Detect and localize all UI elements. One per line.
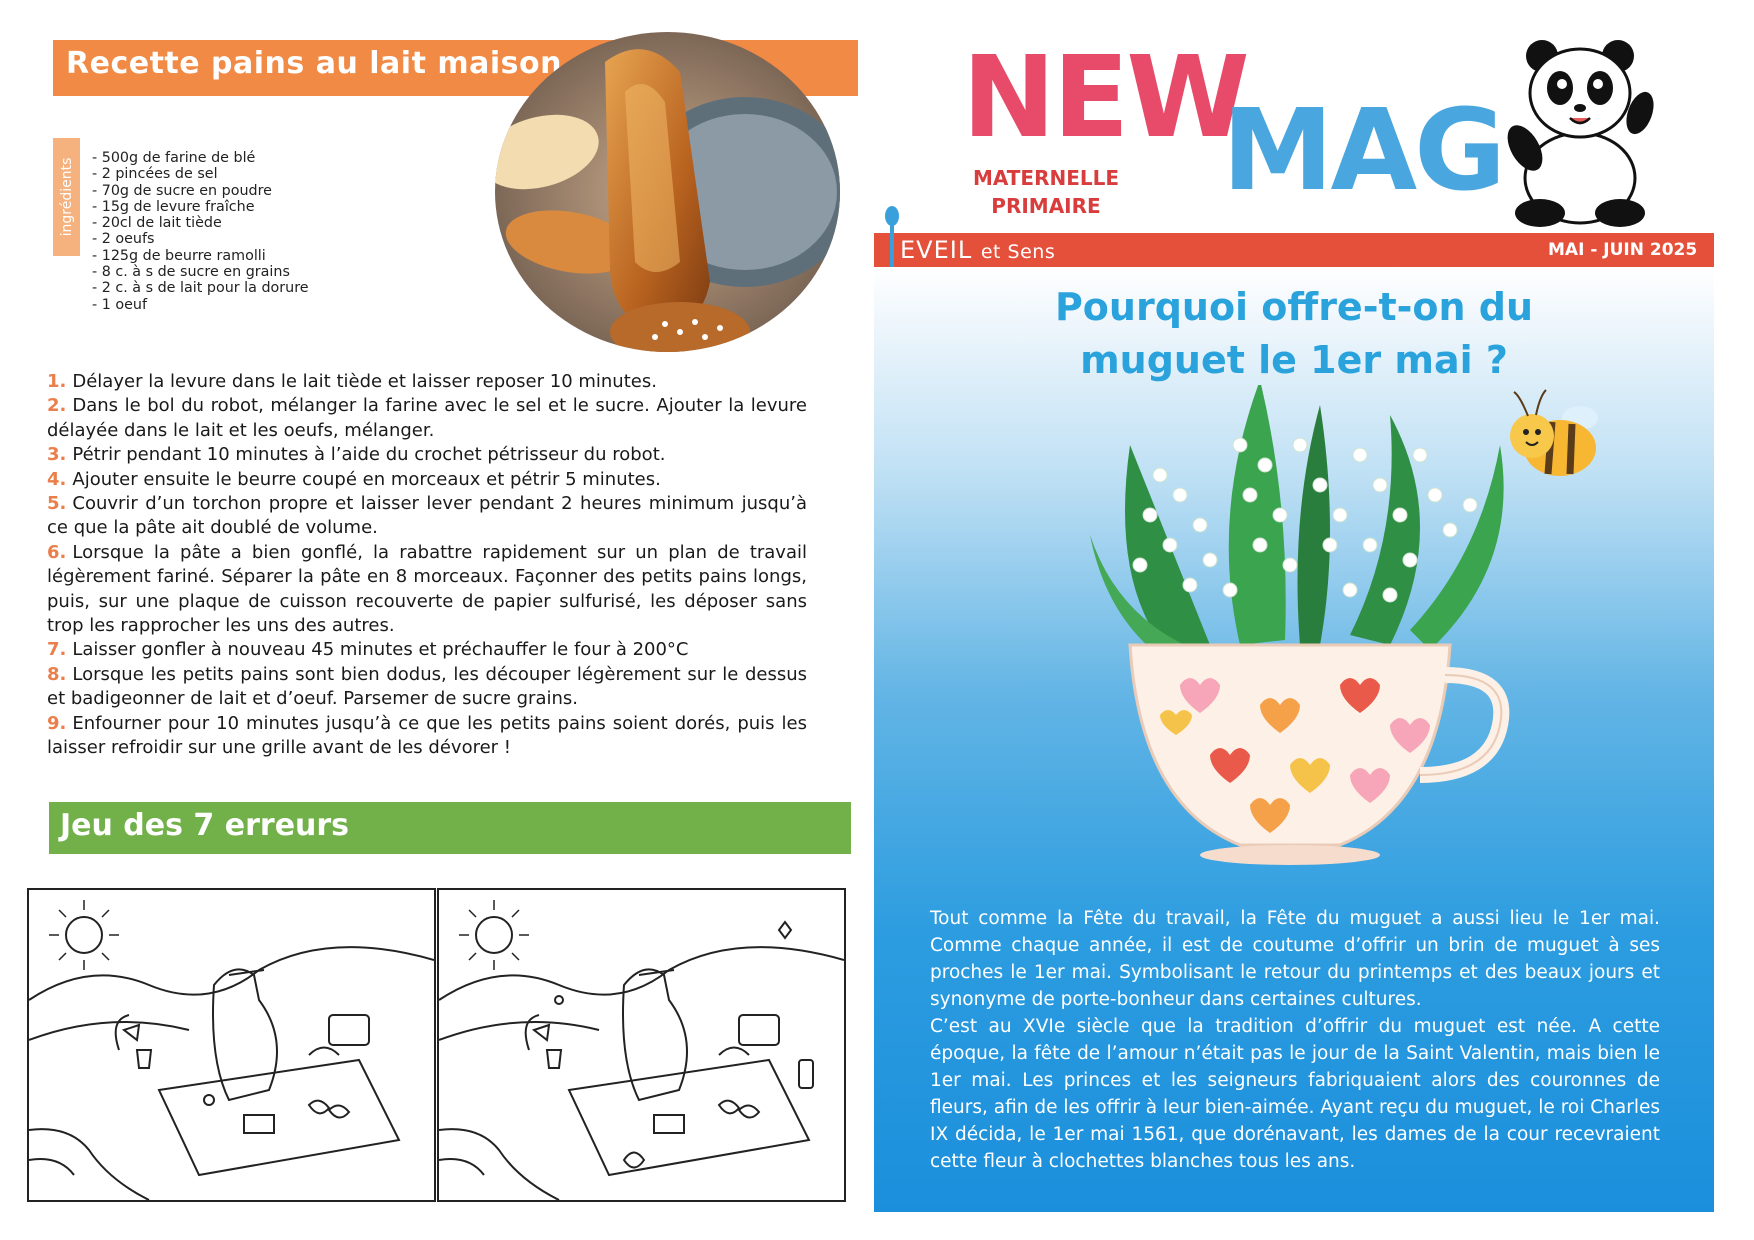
subtitle-primaire: PRIMAIRE	[991, 194, 1101, 218]
step-number: 7.	[47, 639, 67, 661]
section-name-main: EVEIL	[900, 236, 973, 264]
panda-mascot-icon	[1500, 28, 1660, 228]
ingredient-item: - 1 oeuf	[92, 297, 309, 313]
ingredients-list	[92, 150, 309, 313]
step-number: 6.	[47, 541, 67, 563]
step-text: Enfourner pour 10 minutes jusqu’à ce que les petits pains soient dorés, puis les laisser refroidir sur une grille avant de les dévorer !	[47, 712, 807, 759]
step-text: Couvrir d’un torchon propre et laisser lever pendant 2 heures minimum jusqu’à ce que la pâte ait doublé de volume.	[47, 493, 807, 539]
spoon-icon	[882, 204, 902, 274]
issue-date: MAI - JUIN 2025	[1548, 240, 1698, 260]
recipe-step	[47, 394, 807, 443]
step-text: Délayer la levure dans le lait tiède et laisser reposer 10 minutes.	[72, 371, 657, 392]
article-body	[930, 905, 1660, 1175]
ingredient-item: - 15g de levure fraîche	[92, 199, 309, 215]
subtitle-maternelle: MATERNELLE	[972, 166, 1120, 190]
step-number: 1.	[47, 371, 67, 392]
picture-original[interactable]	[27, 888, 436, 1202]
article-title-line1: Pourquoi offre-t-on du	[1054, 285, 1534, 329]
step-number: 3.	[47, 444, 67, 466]
bee-icon	[1500, 378, 1610, 498]
logo-mag	[1222, 86, 1504, 216]
recipe-steps	[47, 370, 807, 761]
step-text: Dans le bol du robot, mélanger la farine avec le sel et le sucre. Ajouter la levure délayée dans le lait et les oeufs, mélanger.	[47, 395, 807, 441]
article-paragraph: Tout comme la Fête du travail, la Fête du muguet a aussi lieu le 1er mai. Comme chaque année, il est de coutume d’offrir un brin de muguet à ses proches le 1er mai. Symbolisant le retour du printemps et des beaux jours et synonyme de porte-bonheur dans certaines cultures.	[930, 908, 1660, 1010]
ingredient-item: - 8 c. à s de sucre en grains	[92, 264, 309, 280]
ingredient-item: - 2 pincées de sel	[92, 166, 309, 182]
ingredient-item: - 2 c. à s de lait pour la dorure	[92, 280, 309, 296]
ingredient-item: - 2 oeufs	[92, 231, 309, 247]
game-title: Jeu des 7 erreurs	[60, 808, 350, 843]
logo-new	[962, 33, 1247, 163]
recipe-step	[47, 492, 807, 541]
recipe-step	[47, 370, 807, 394]
step-number: 9.	[47, 712, 67, 734]
recipe-step	[47, 712, 807, 761]
step-text: Lorsque les petits pains sont bien dodus, les découper légèrement sur le dessus et badigeonner de lait et d’oeuf. Parsemer de sucre grains.	[47, 663, 807, 710]
article-title-line2: muguet le 1er mai ?	[1080, 338, 1508, 382]
logo-new-text: NEW	[962, 33, 1247, 163]
ingredients-tab	[53, 138, 80, 256]
recipe-step	[47, 443, 807, 467]
ingredient-item: - 70g de sucre en poudre	[92, 183, 309, 199]
step-number: 2.	[47, 395, 67, 417]
step-text: Laisser gonfler à nouveau 45 minutes et préchauffer le four à 200°C	[72, 639, 689, 661]
ingredient-item: - 500g de farine de blé	[92, 150, 309, 166]
recipe-step	[47, 663, 807, 712]
ingredient-item: - 20cl de lait tiède	[92, 215, 309, 231]
picture-modified[interactable]	[437, 888, 846, 1202]
ingredient-item: - 125g de beurre ramolli	[92, 248, 309, 264]
bread-rolls-photo	[495, 32, 840, 352]
step-number: 8.	[47, 663, 67, 685]
step-number: 5.	[47, 493, 67, 515]
recipe-title: Recette pains au lait maison	[66, 46, 562, 81]
recipe-step	[47, 541, 807, 639]
article-paragraph: C’est au XVIe siècle que la tradition d’offrir du muguet est née. A cette époque, la fête de l’amour n’était pas le jour de la Saint Valentin, mais bien le 1er mai. Les princes et les seigneurs fabriquaient alors des couronnes de fleurs, afin de les offrir à leur bien-aimée. Ayant reçu du muguet, le roi Charles IX décida, le 1er mai 1561, que dorénavant, les dames de la cour recevraient cette fleur à clochettes blanches tous les ans.	[930, 1016, 1660, 1172]
logo-mag-text: MAG	[1222, 86, 1504, 216]
step-text: Ajouter ensuite le beurre coupé en morceaux et pétrir 5 minutes.	[72, 468, 661, 490]
section-name	[900, 236, 1055, 264]
recipe-step	[47, 468, 807, 492]
recipe-step	[47, 638, 807, 662]
step-number: 4.	[47, 468, 67, 490]
ingredients-label: ingrédients	[58, 157, 75, 237]
lily-of-the-valley-cup-illustration	[1090, 385, 1540, 875]
step-text: Pétrir pendant 10 minutes à l’aide du crochet pétrisseur du robot.	[72, 444, 666, 466]
section-name-sub: et Sens	[980, 241, 1056, 263]
step-text: Lorsque la pâte a bien gonflé, la rabattre rapidement sur un plan de travail légèrement fariné. Séparer la pâte en 8 morceaux. Façonner des petits pains longs, puis, sur une plaque de cuisson recouverte de papier sulfurisé, les déposer sans trop les rapprocher les uns des autres.	[47, 541, 807, 637]
